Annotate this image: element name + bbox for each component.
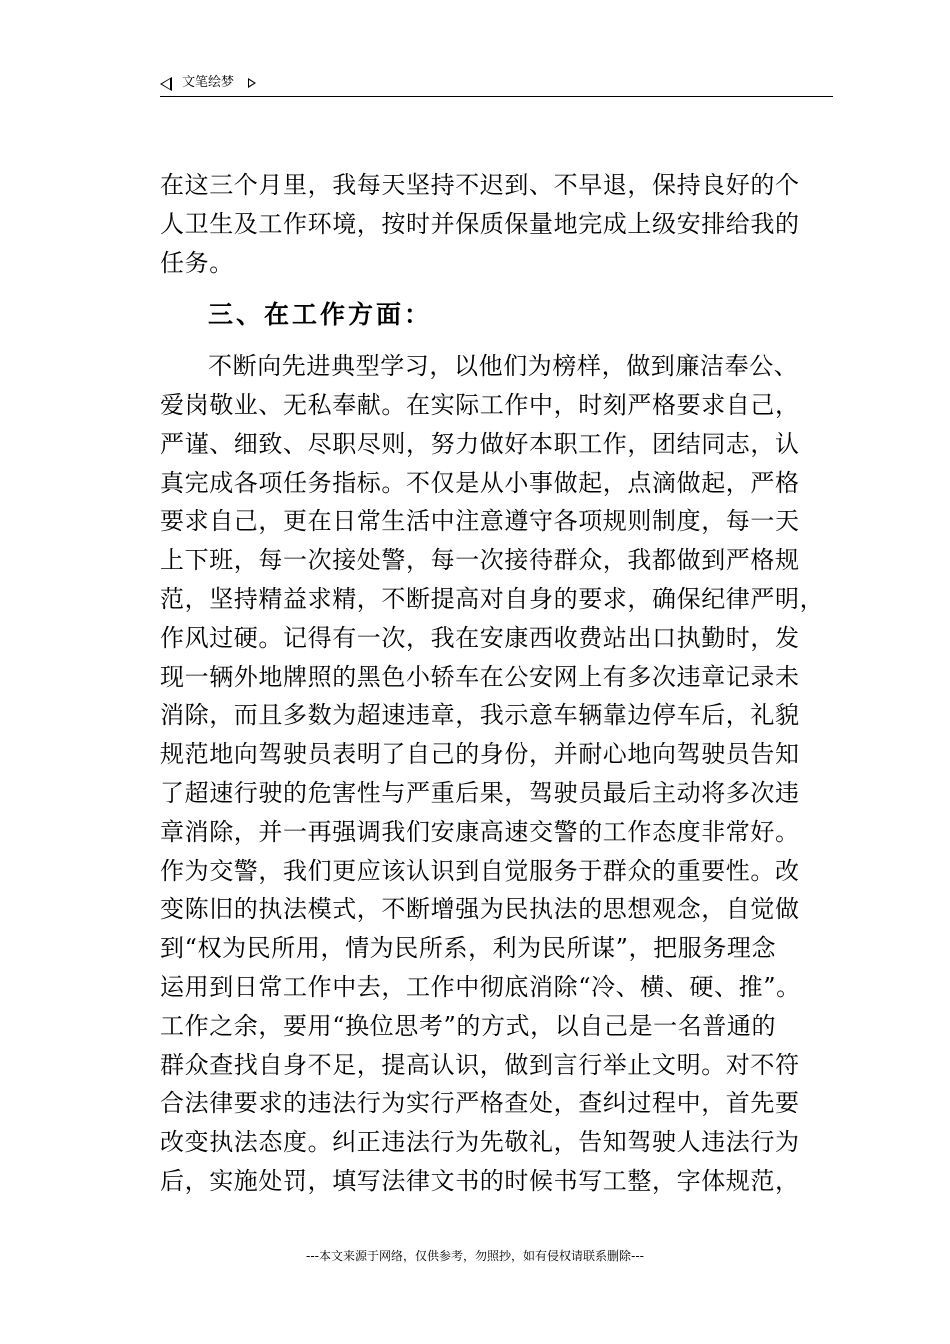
paragraph-line: 消除，而且多数为超速违章，我示意车辆靠边停车后，礼貌 — [160, 701, 800, 730]
paragraph-line: 运用到日常工作中去，工作中彻底消除“冷、横、硬、推”。 — [160, 972, 801, 1001]
document-body — [160, 166, 836, 1201]
paragraph-line: 严谨、细致、尽职尽则，努力做好本职工作，团结同志，认 — [160, 429, 800, 458]
paragraph-line: 人卫生及工作环境，按时并保质保量地完成上级安排给我的 — [160, 209, 800, 238]
paragraph-line: 到“权为民所用，情为民所系，利为民所谋”，把服务理念 — [160, 934, 777, 963]
paragraph-line: 范，坚持精益求精，不断提高对自身的要求，确保纪律严明， — [160, 584, 825, 613]
section-heading: 三、在工作方面： — [208, 300, 433, 330]
paragraph-line: 真完成各项任务指标。不仅是从小事做起，点滴做起，严格 — [160, 468, 800, 497]
paragraph-line: 规范地向驾驶员表明了自己的身份，并耐心地向驾驶员告知 — [160, 740, 800, 769]
paragraph-line: 现一辆外地牌照的黑色小轿车在公安网上有多次违章记录未 — [160, 662, 800, 691]
paragraph-line: 章消除，并一再强调我们安康高速交警的工作态度非常好。 — [160, 817, 800, 846]
paragraph-line: 改变执法态度。纠正违法行为先敬礼，告知驾驶人违法行为 — [160, 1128, 800, 1157]
paragraph-line: 工作之余，要用“换位思考”的方式，以自己是一名普通的 — [160, 1011, 777, 1040]
paragraph-line: 了超速行驶的危害性与严重后果，驾驶员最后主动将多次违 — [160, 778, 800, 807]
triangle-right-icon — [248, 78, 256, 88]
paragraph-line: 任务。 — [160, 248, 234, 277]
paragraph-line: 上下班，每一次接处警，每一次接待群众，我都做到严格规 — [160, 546, 800, 575]
paragraph-line: 变陈旧的执法模式，不断增强为民执法的思想观念，自觉做 — [160, 895, 800, 924]
paragraph-2 — [160, 347, 836, 1201]
paragraph-line: 合法律要求的违法行为实行严格查处，查纠过程中，首先要 — [160, 1089, 800, 1118]
paragraph-line: 作为交警，我们更应该认识到自觉服务于群众的重要性。改 — [160, 856, 800, 885]
paragraph-1 — [160, 166, 836, 282]
page-header — [160, 72, 833, 97]
paragraph-line: 在这三个月里，我每天坚持不迟到、不早退，保持良好的个 — [160, 171, 800, 199]
header-title: 文笔绘梦 — [182, 75, 235, 90]
page-footer: ---本文来源于网络，仅供参考，勿照抄，如有侵权请联系删除--- — [306, 1249, 644, 1263]
paragraph-line: 不断向先进典型学习，以他们为榜样，做到廉洁奉公、 — [208, 352, 799, 381]
paragraph-line: 作风过硬。记得有一次，我在安康西收费站出口执勤时，发 — [160, 623, 800, 652]
triangle-left-icon — [160, 77, 172, 91]
paragraph-line: 爱岗敬业、无私奉献。在实际工作中，时刻严格要求自己， — [160, 390, 800, 419]
paragraph-line: 要求自己，更在日常生活中注意遵守各项规则制度，每一天 — [160, 507, 800, 536]
paragraph-line: 后，实施处罚，填写法律文书的时候书写工整，字体规范， — [160, 1166, 800, 1195]
paragraph-line: 群众查找自身不足，提高认识，做到言行举止文明。对不符 — [160, 1050, 800, 1079]
